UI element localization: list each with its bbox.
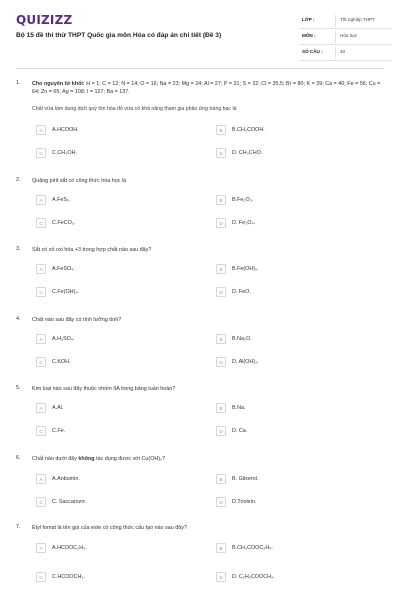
question-1 <box>16 80 388 160</box>
question-text: Etyl fomat là tên gọi của este có công thức cấu tạo nào sau đây? <box>32 525 187 531</box>
option-text: D. CH₃CHO. <box>232 150 263 156</box>
option-text: C.Fe. <box>52 428 66 434</box>
option-text: C.FeCO₃. <box>52 220 76 226</box>
option-letter-box: A <box>36 543 46 553</box>
question-7 <box>16 524 388 586</box>
question-text-body: tác dụng được với Cu(OH)₂? <box>94 456 166 462</box>
meta-divider <box>335 31 336 43</box>
question-text <box>32 80 386 96</box>
meta-value: Tốt nghiệp THPT <box>340 17 375 22</box>
option-letter-box: C <box>36 572 46 582</box>
meta-value: Hóa học <box>340 33 358 38</box>
question-text-bold: không <box>78 456 95 462</box>
question-text-pre: Chất nào dưới đây <box>32 456 79 462</box>
option-text: C.CH₃OH. <box>52 150 77 156</box>
question-text: Kim loại nào sau đây thuộc nhóm IIA trong bảng tuần hoàn? <box>32 386 176 392</box>
document-title: Bộ 15 đề thi thử THPT Quốc gia môn Hóa có đáp án chi tiết (Đề 3) <box>16 32 222 39</box>
question-number: 2. <box>16 177 21 183</box>
option-letter-box: D <box>216 497 226 507</box>
option-text: D. Al(OH)₃. <box>232 359 259 365</box>
option-letter-box: B <box>216 334 226 344</box>
option-letter-box: D <box>216 357 226 367</box>
question-3 <box>16 246 388 304</box>
option-text: D.Triolein. <box>232 499 257 505</box>
option-letter-box: D <box>216 287 226 297</box>
option-text: A.Al. <box>52 405 64 411</box>
meta-label: MÔN : <box>302 33 316 38</box>
question-text: Chất nào sau đây có tính lưỡng tính? <box>32 317 122 323</box>
option-text: A.FeS₂. <box>52 197 71 203</box>
option-letter-box: C <box>36 497 46 507</box>
question-text: Quặng pirit sắt có công thức hóa học là <box>32 178 127 184</box>
option-text: C.Fe(OH)₃. <box>52 289 80 295</box>
option-text: D. Ca. <box>232 428 248 434</box>
question-4 <box>16 316 388 374</box>
option-text: D. C₂H₅COOCH₃. <box>232 574 275 580</box>
option-text: D. FeO. <box>232 289 251 295</box>
option-letter-box: D <box>216 572 226 582</box>
question-text-body: H = 1; C = 12; N = 14; O = 16; Na = 23; Mg = 24; Al = 27; P = 31; S = 32; Cl = 35,5; Br = 80; K = 39; Ca = 40; Fe = 56; Cu = 64; Zn = 65; Ag = 108; I = 127; Ba = 137. <box>32 81 381 95</box>
question-number: 5. <box>16 385 21 391</box>
option-letter-box: A <box>36 195 46 205</box>
option-text: A.HCOOC₂H₅. <box>52 545 87 551</box>
meta-divider <box>335 47 336 59</box>
question-text: Sắt có số oxi hóa +3 trong hợp chất nào sau đây? <box>32 247 152 253</box>
question-text <box>32 455 386 463</box>
question-subtext: Chất vừa làm dung dịch quỳ tím hóa đỏ vừa có khả năng tham gia phản ứng tráng bạc là <box>32 106 237 112</box>
option-letter-box: B <box>216 195 226 205</box>
option-letter-box: A <box>36 334 46 344</box>
option-text: A.H₂SO₄. <box>52 336 75 342</box>
option-letter-box: C <box>36 357 46 367</box>
question-6 <box>16 455 388 513</box>
meta-row-subject <box>300 29 392 45</box>
meta-row-class <box>300 13 392 29</box>
option-text: D. Fe₃O₄. <box>232 220 256 226</box>
option-letter-box: A <box>36 474 46 484</box>
option-letter-box: C <box>36 287 46 297</box>
option-letter-box: A <box>36 264 46 274</box>
option-letter-box: D <box>216 148 226 158</box>
option-text: A.FeSO₄. <box>52 266 75 272</box>
option-text: B.Na. <box>232 405 246 411</box>
option-text: C.KOH. <box>52 359 71 365</box>
question-2 <box>16 177 388 235</box>
option-letter-box: B <box>216 125 226 135</box>
question-number: 7. <box>16 524 21 530</box>
option-letter-box: D <box>216 218 226 228</box>
option-text: C.HCOOCH₃. <box>52 574 86 580</box>
question-text-bold: Cho nguyên tử khối: <box>32 81 85 87</box>
option-text: B.Na₂O. <box>232 336 252 342</box>
option-text: B.CH₃COOC₂H₅. <box>232 545 273 551</box>
option-letter-box: B <box>216 403 226 413</box>
page-header <box>0 0 400 64</box>
meta-value: 40 <box>340 49 346 54</box>
meta-table <box>300 13 392 61</box>
option-letter-box: D <box>216 426 226 436</box>
question-5 <box>16 385 388 443</box>
option-text: B.CH₃COOH. <box>232 127 265 133</box>
option-letter-box: B <box>216 474 226 484</box>
option-letter-box: A <box>36 403 46 413</box>
option-letter-box: B <box>216 264 226 274</box>
option-letter-box: A <box>36 125 46 135</box>
option-text: B.Fe(OH)₂. <box>232 266 259 272</box>
question-number: 6. <box>16 455 21 461</box>
option-letter-box: C <box>36 426 46 436</box>
option-letter-box: C <box>36 218 46 228</box>
question-number: 4. <box>16 316 21 322</box>
question-number: 3. <box>16 246 21 252</box>
option-text: A.HCOOH. <box>52 127 79 133</box>
meta-row-count <box>300 45 392 61</box>
option-text: B.Fe₂O₃. <box>232 197 254 203</box>
meta-divider <box>335 15 336 27</box>
option-text: B. Glixerol. <box>232 476 259 482</box>
header-divider <box>16 68 384 69</box>
meta-label: SỐ CÂU : <box>302 49 323 54</box>
option-text: C. Saccarozơ. <box>52 499 87 505</box>
option-text: A.Anbumin. <box>52 476 80 482</box>
option-letter-box: C <box>36 148 46 158</box>
quizizz-logo: QUIZIZZ <box>16 13 73 27</box>
meta-label: LỚP : <box>302 17 315 22</box>
option-letter-box: B <box>216 543 226 553</box>
question-number: 1. <box>16 80 21 86</box>
